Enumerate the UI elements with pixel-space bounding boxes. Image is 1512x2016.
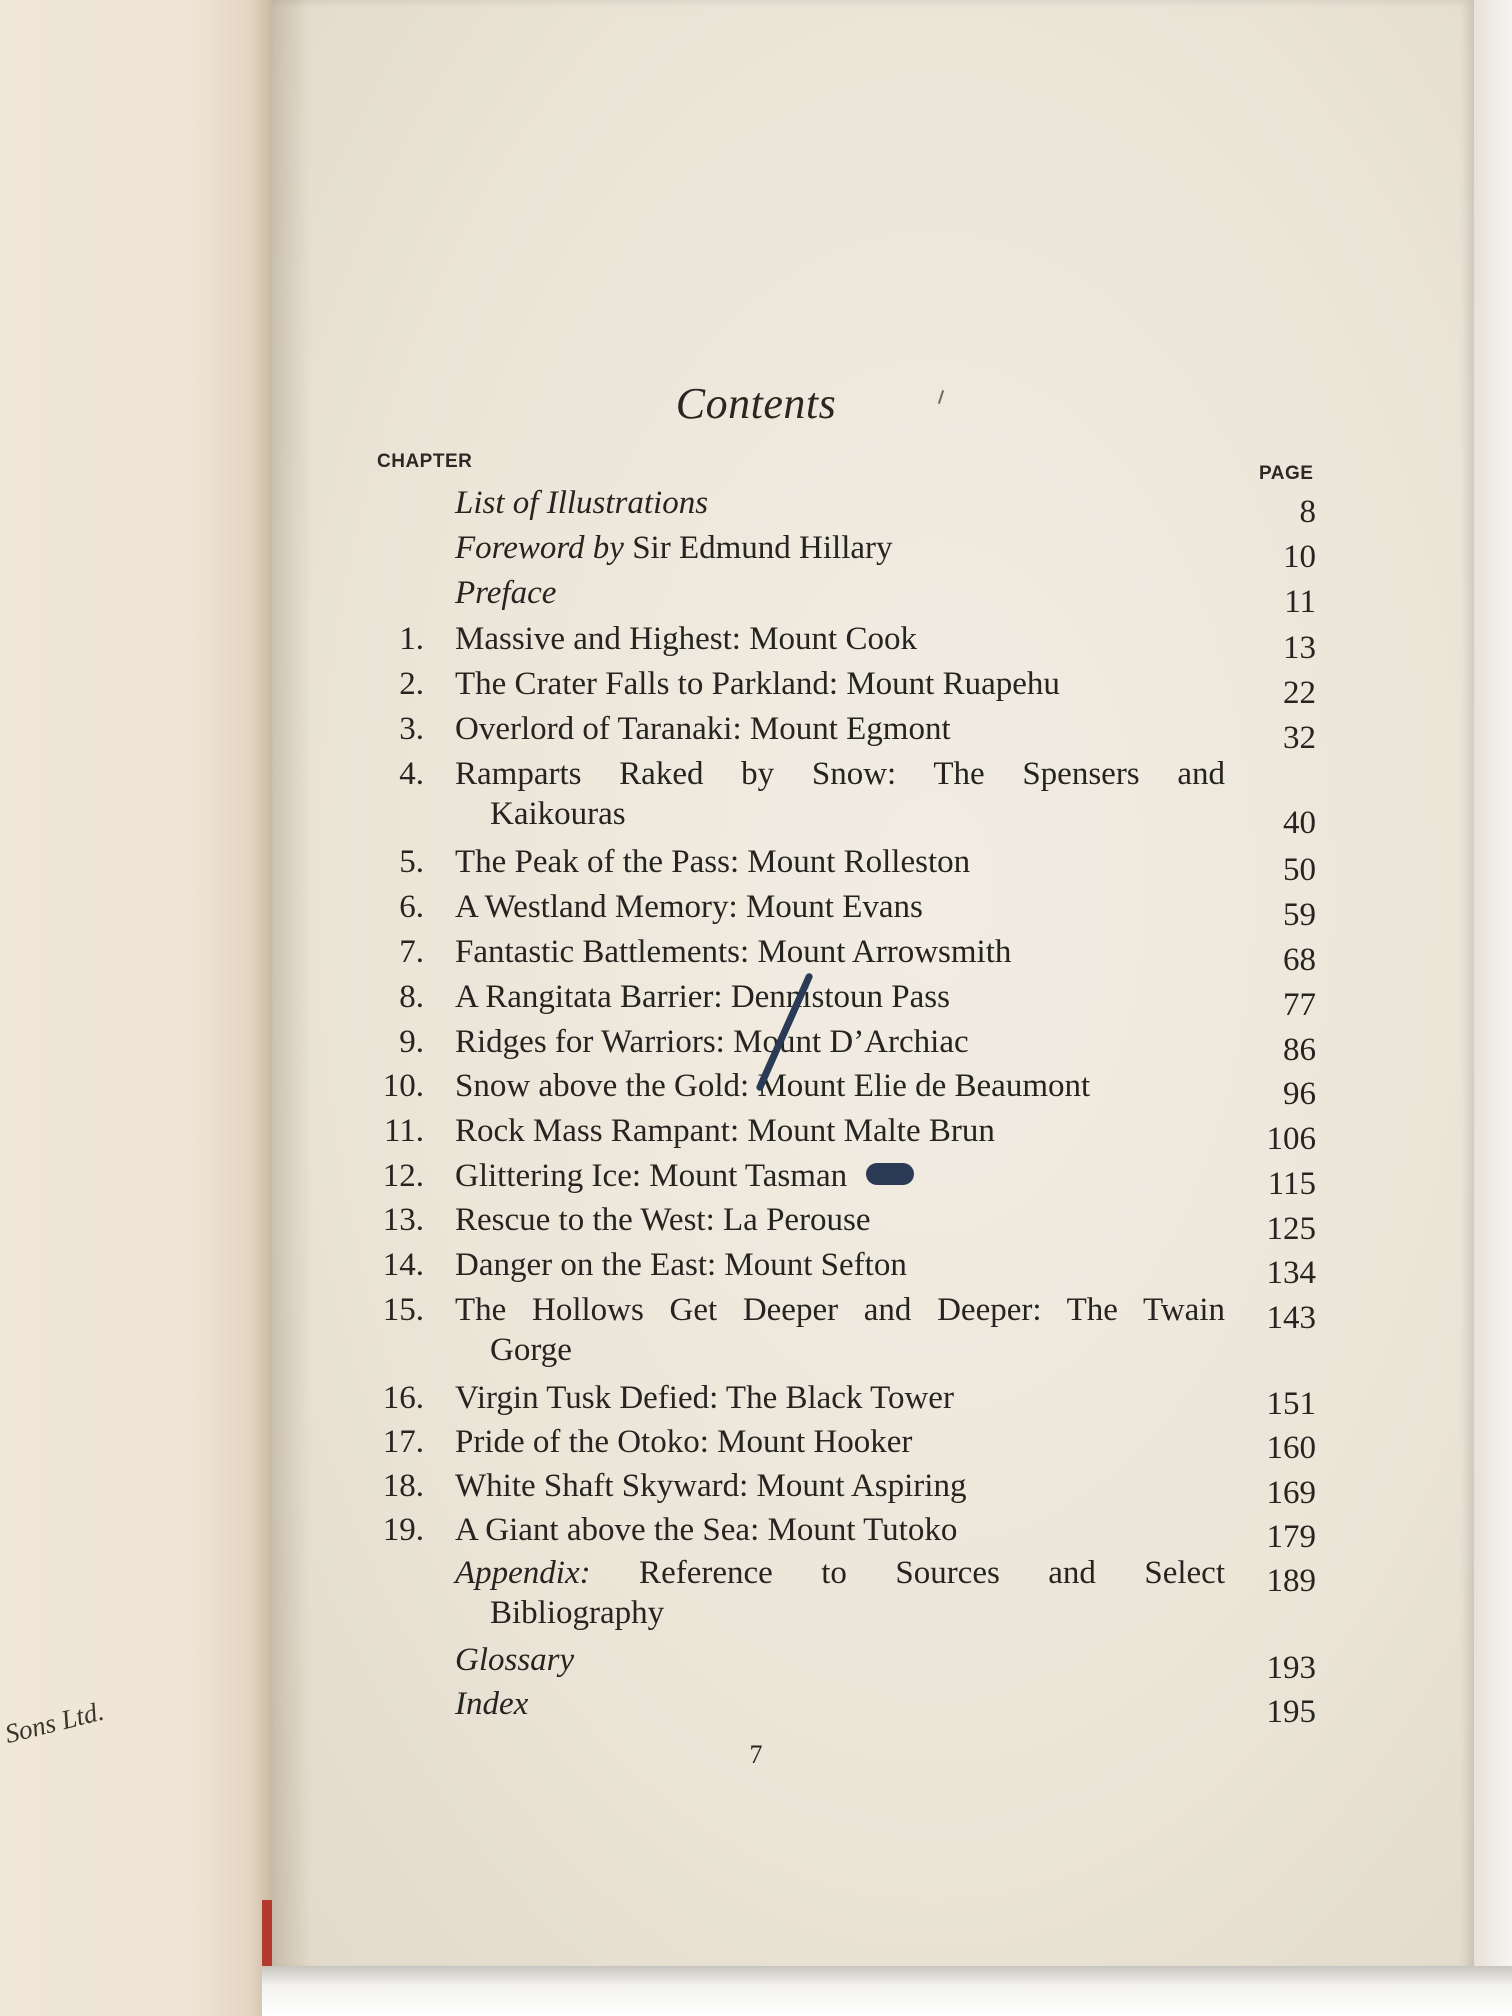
entry-title-roman: Danger on the East: Mount Sefton xyxy=(455,1247,907,1283)
entry-title-italic: Appendix: xyxy=(455,1555,591,1591)
entry-title xyxy=(455,1200,1225,1240)
chapter-number: 7. xyxy=(399,934,424,970)
entry-title xyxy=(455,664,1225,704)
entry-title xyxy=(455,1684,1225,1724)
entry-page-number: 77 xyxy=(1283,987,1316,1023)
entry-title-roman: Ridges for Warriors: Mount D’Archiac xyxy=(455,1024,969,1060)
entry-page-number: 151 xyxy=(1266,1386,1316,1422)
entry-title-roman: The Hollows Get Deeper and Deeper: The Twain xyxy=(455,1292,1225,1328)
entry-page-number: 193 xyxy=(1266,1650,1316,1686)
entry-page-number: 22 xyxy=(1283,675,1316,711)
entry-title xyxy=(455,483,1225,523)
chapter-number: 4. xyxy=(399,756,424,792)
entry-title-roman: A Westland Memory: Mount Evans xyxy=(455,889,923,925)
entry-page-number: 86 xyxy=(1283,1032,1316,1068)
entry-page-number: 96 xyxy=(1283,1076,1316,1112)
page-column-header: PAGE xyxy=(1259,463,1314,484)
right-margin xyxy=(1474,0,1512,1972)
entry-title-roman: Massive and Highest: Mount Cook xyxy=(455,621,917,657)
chapter-number: 1. xyxy=(399,621,424,657)
entry-page-number: 115 xyxy=(1267,1166,1316,1202)
entry-page-number: 59 xyxy=(1283,897,1316,933)
entry-title-roman: Ramparts Raked by Snow: The Spensers and xyxy=(455,756,1225,792)
entry-title-italic: Preface xyxy=(455,575,557,611)
entry-page-number: 106 xyxy=(1266,1121,1316,1157)
chapter-number: 19. xyxy=(382,1512,424,1548)
entry-title xyxy=(455,573,1225,613)
entry-title-roman: Snow above the Gold: Mount Elie de Beaumont xyxy=(455,1068,1091,1104)
entry-page-number: 32 xyxy=(1283,720,1316,756)
entry-page-number: 195 xyxy=(1266,1694,1316,1730)
entry-page-number: 40 xyxy=(1283,805,1316,841)
entry-title-roman: The Peak of the Pass: Mount Rolleston xyxy=(455,844,971,880)
chapter-number: 15. xyxy=(382,1292,424,1328)
chapter-number: 5. xyxy=(399,844,424,880)
entry-page-number: 143 xyxy=(1266,1300,1316,1336)
entry-title xyxy=(455,1111,1225,1151)
publisher-fragment: Sons Ltd. xyxy=(2,1695,107,1750)
entry-title-roman: Pride of the Otoko: Mount Hooker xyxy=(455,1424,913,1460)
page-title: Contents xyxy=(675,379,837,428)
chapter-number: 17. xyxy=(382,1424,424,1460)
entry-title-italic: Index xyxy=(455,1686,529,1722)
entry-page-number: 125 xyxy=(1266,1211,1316,1247)
entry-page-number: 179 xyxy=(1266,1519,1316,1555)
entry-title-roman: A Giant above the Sea: Mount Tutoko xyxy=(455,1512,958,1548)
chapter-number: 6. xyxy=(399,889,424,925)
entry-title xyxy=(455,754,1225,794)
entry-page-number: 169 xyxy=(1266,1475,1316,1511)
chapter-number: 9. xyxy=(399,1024,424,1060)
entry-title-italic: Glossary xyxy=(455,1642,575,1678)
entry-title xyxy=(455,932,1225,972)
chapter-number: 16. xyxy=(382,1380,424,1416)
entry-title-italic: Foreword by xyxy=(455,530,624,566)
entry-title xyxy=(455,1378,1225,1418)
entry-title xyxy=(455,1245,1225,1285)
entry-title-roman: Fantastic Battlements: Mount Arrowsmith xyxy=(455,934,1012,970)
entry-title xyxy=(455,528,1225,568)
entry-title-roman: The Crater Falls to Parkland: Mount Ruapehu xyxy=(455,666,1060,702)
entry-title xyxy=(455,977,1225,1017)
entry-title xyxy=(455,1466,1225,1506)
entry-title-italic: List of Illustrations xyxy=(455,485,709,521)
entry-page-number: 68 xyxy=(1283,942,1316,978)
entry-page-number: 11 xyxy=(1284,584,1316,620)
bottom-shadow xyxy=(262,1966,1512,2016)
entry-title xyxy=(455,842,1225,882)
entry-title xyxy=(455,709,1225,749)
chapter-number: 14. xyxy=(382,1247,424,1283)
entry-title xyxy=(455,1290,1225,1330)
chapter-column-header: CHAPTER xyxy=(377,451,473,472)
chapter-number: 3. xyxy=(399,711,424,747)
chapter-number: 8. xyxy=(399,979,424,1015)
page-gutter-shadow xyxy=(272,0,312,1972)
entry-page-number: 160 xyxy=(1266,1430,1316,1466)
entry-title-continued: Gorge xyxy=(490,1332,572,1368)
page-number: 7 xyxy=(749,1740,763,1769)
entry-title-roman: Rescue to the West: La Perouse xyxy=(455,1202,871,1238)
entry-title xyxy=(455,1553,1225,1593)
entry-page-number: 8 xyxy=(1299,494,1316,530)
pen-blot xyxy=(866,1163,914,1185)
entry-title xyxy=(455,1156,1225,1196)
chapter-number: 18. xyxy=(382,1468,424,1504)
chapter-number: 13. xyxy=(382,1202,424,1238)
entry-title xyxy=(455,1022,1225,1062)
entry-page-number: 134 xyxy=(1266,1255,1316,1291)
entry-page-number: 50 xyxy=(1283,852,1316,888)
entry-title-roman: Reference to Sources and Select xyxy=(590,1555,1225,1591)
entry-title-roman: Rock Mass Rampant: Mount Malte Brun xyxy=(455,1113,995,1149)
entry-page-number: 10 xyxy=(1283,539,1316,575)
entry-title-continued: Kaikouras xyxy=(490,796,626,832)
entry-title-roman: Sir Edmund Hillary xyxy=(623,530,893,566)
chapter-number: 10. xyxy=(382,1068,424,1104)
chapter-number: 12. xyxy=(382,1158,424,1194)
entry-page-number: 13 xyxy=(1283,630,1316,666)
entry-title xyxy=(455,1066,1225,1106)
chapter-number: 11. xyxy=(383,1113,424,1149)
entry-title-roman: White Shaft Skyward: Mount Aspiring xyxy=(455,1468,967,1504)
bleed-through-text xyxy=(70,160,180,270)
entry-title-continued: Bibliography xyxy=(490,1595,665,1631)
entry-title-roman: Glittering Ice: Mount Tasman xyxy=(455,1158,848,1194)
entry-title xyxy=(455,1510,1225,1550)
entry-title xyxy=(455,1422,1225,1462)
entry-title-roman: A Rangitata Barrier: Dennistoun Pass xyxy=(455,979,950,1015)
entry-title-roman: Virgin Tusk Defied: The Black Tower xyxy=(455,1380,954,1416)
entry-title xyxy=(455,1640,1225,1680)
entry-page-number: 189 xyxy=(1266,1563,1316,1599)
chapter-number: 2. xyxy=(399,666,424,702)
entry-title xyxy=(455,619,1225,659)
left-facing-page xyxy=(0,0,272,2016)
entry-title-roman: Overlord of Taranaki: Mount Egmont xyxy=(455,711,951,747)
entry-title xyxy=(455,887,1225,927)
